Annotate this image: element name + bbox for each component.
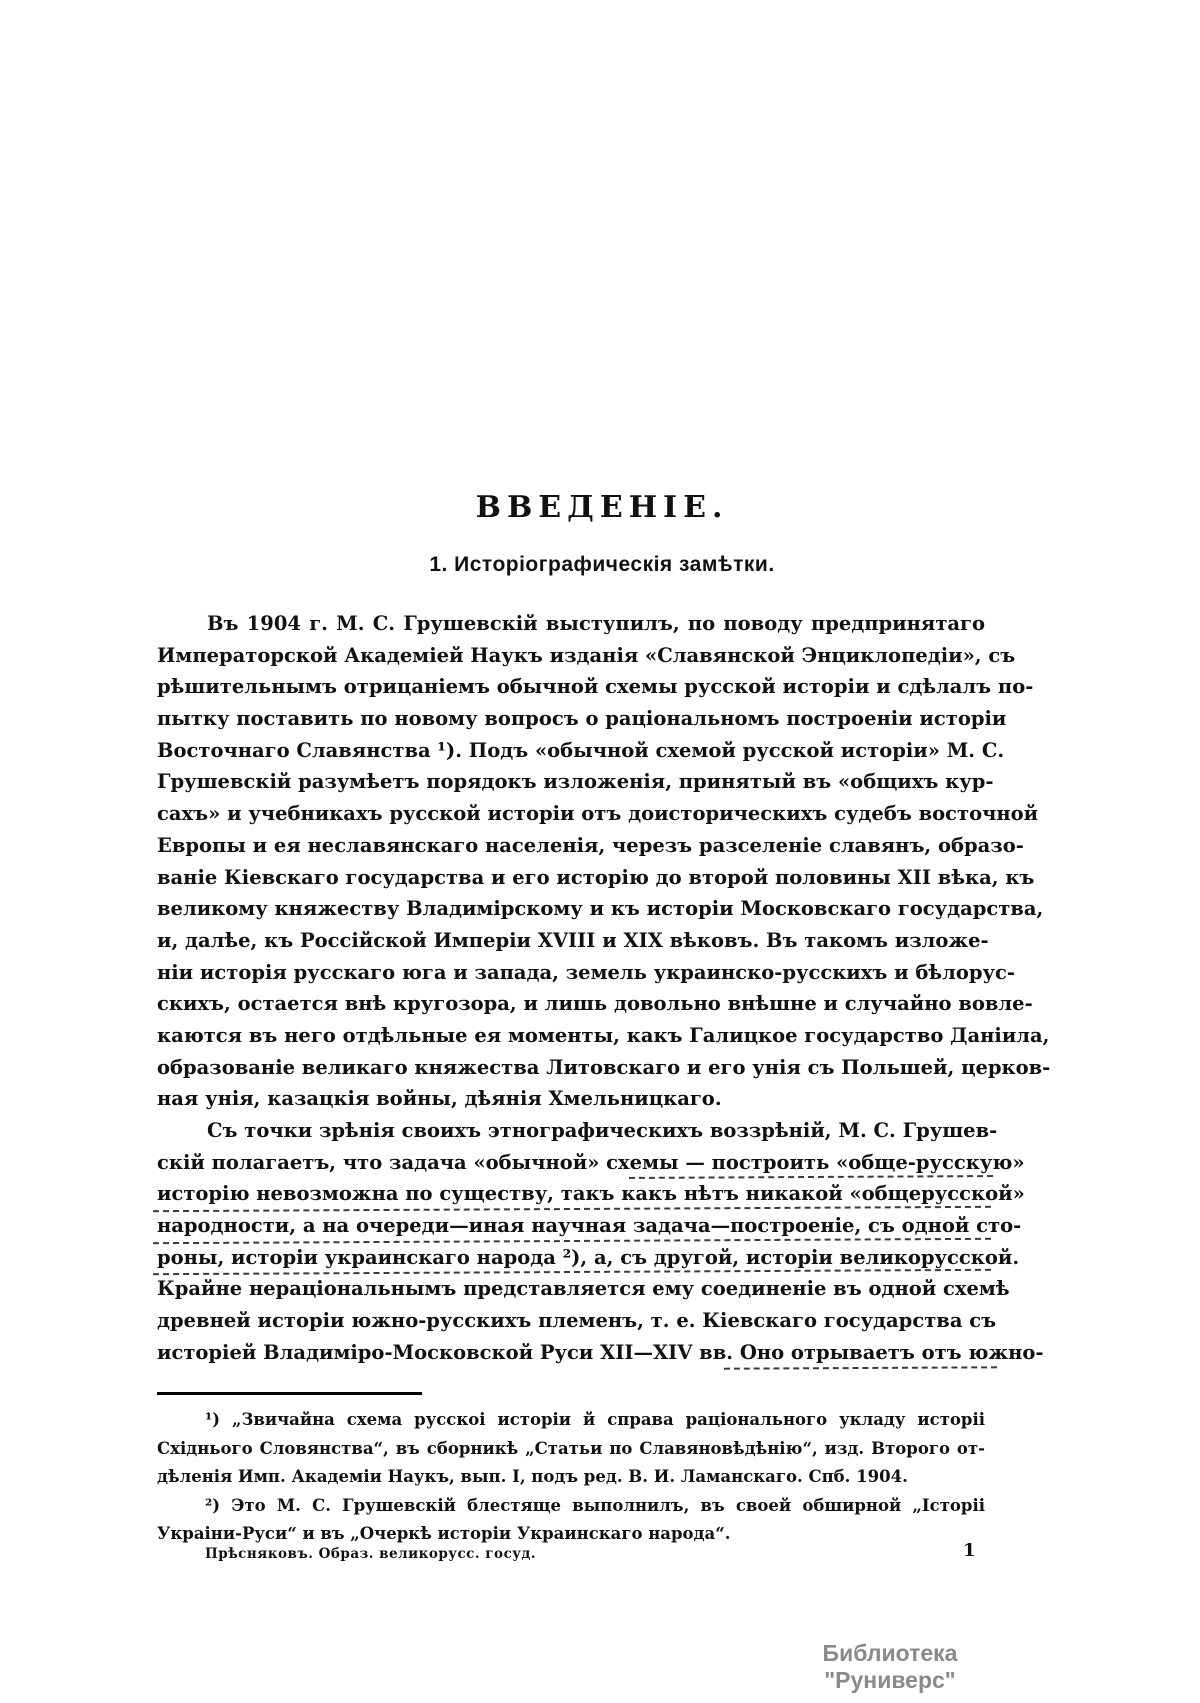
footnotes: [157, 1406, 985, 1549]
text-line: сахъ» и учебникахъ русской исторіи отъ доисторическихъ судебъ восточной: [157, 802, 1039, 826]
text-line: исторіей Владиміро-Московской Руси XII—XIV вв. Оно отрываетъ отъ южно-: [157, 1337, 985, 1369]
text-line: Грушевскій разумѣетъ порядокъ изложенія, принятый въ «общихъ кур-: [157, 770, 994, 794]
text-line: народности, а на очереди—иная научная задача—построеніе, съ одной сто-: [157, 1210, 985, 1242]
text-line: образованіе великаго княжества Литовскаго и его унія съ Польшей, церков-: [157, 1055, 1051, 1079]
text-line: Східнього Словянства“, въ сборникѣ „Статьи по Славяновѣдѣнію“, изд. Второго от-: [157, 1438, 985, 1458]
text-line: рѣшительнымъ отрицаніемъ обычной схемы русской исторіи и сдѣлалъ по-: [157, 675, 1034, 699]
text-line: Въ 1904 г. М. С. Грушевскій выступилъ, по поводу предпринятаго: [207, 612, 985, 635]
text-line: великому княжеству Владимірскому и къ исторіи Московскаго государства,: [157, 897, 1044, 921]
text-line: скій полагаетъ, что задача «обычной» схемы — построить «обще-русскую»: [157, 1147, 985, 1179]
text-line: ная унія, казацкія войны, дѣянія Хмельницкаго.: [157, 1087, 722, 1111]
text-line: Крайне нераціональнымъ представляется ему соединеніе въ одной схемѣ: [157, 1277, 1010, 1301]
body-text: [157, 608, 1051, 1369]
text-line: древней исторіи южно-русскихъ племенъ, т. е. Кіевскаго государства съ: [157, 1309, 997, 1333]
text-line: исторію невозможна по существу, такъ какъ нѣтъ никакой «общерусской»: [157, 1178, 985, 1210]
text-line: Европы и ея неславянскаго населенія, черезъ разселеніе славянъ, образо-: [157, 833, 1024, 857]
text-line: ваніе Кіевскаго государства и его исторію до второй половины XII вѣка, къ: [157, 865, 1035, 889]
page-number: 1: [963, 1540, 976, 1561]
footer-signature: Прѣсняковъ. Образ. великорусс. госуд.: [205, 1546, 537, 1562]
section-heading: 1. Исторіографическія замѣтки.: [429, 553, 775, 576]
library-watermark: Библиотека "Руниверс": [822, 1640, 958, 1693]
text-line: и, далѣе, къ Россійской Имперіи XVIII и XIX вѣковъ. Въ такомъ изложе-: [157, 928, 989, 952]
page-title: ВВЕДЕНІЕ.: [475, 490, 729, 525]
text-line: дѣленія Имп. Академіи Наукъ, вып. I, подъ ред. В. И. Ламанскаго. Спб. 1904.: [157, 1467, 908, 1487]
text-line: ²) Это М. С. Грушевскій блестяще выполнилъ, въ своей обширной „Історіі: [205, 1495, 985, 1515]
text-line: ¹) „Звичайна схема русскоі исторіи й справа раціонального укладу исторіі: [205, 1410, 985, 1429]
text-line: Съ точки зрѣнія своихъ этнографическихъ воззрѣній, М. С. Грушев-: [207, 1119, 998, 1142]
text-line: роны, исторіи украинскаго народа ²), а, съ другой, исторіи великорусской.: [157, 1242, 985, 1274]
text-line: ніи исторія русскаго юга и запада, земель украинско-русскихъ и бѣлорус-: [157, 960, 1015, 984]
footnote-divider: [157, 1392, 422, 1395]
text-line: Украіни-Руси“ и въ „Очеркѣ исторіи Украинскаго народа“.: [157, 1524, 731, 1544]
text-line: Восточнаго Славянства ¹). Подъ «обычной схемой русской исторіи» М. С.: [157, 738, 1005, 762]
text-line: Императорской Академіей Наукъ изданія «Славянской Энциклопедіи», съ: [157, 643, 1016, 667]
text-line: пытку поставить по новому вопросъ о раціональномъ построеніи исторіи: [157, 707, 1007, 731]
text-line: каются въ него отдѣльные ея моменты, какъ Галицкое государство Даніила,: [157, 1023, 1050, 1047]
text-line: скихъ, остается внѣ кругозора, и лишь довольно внѣшне и случайно вовле-: [157, 992, 1033, 1016]
